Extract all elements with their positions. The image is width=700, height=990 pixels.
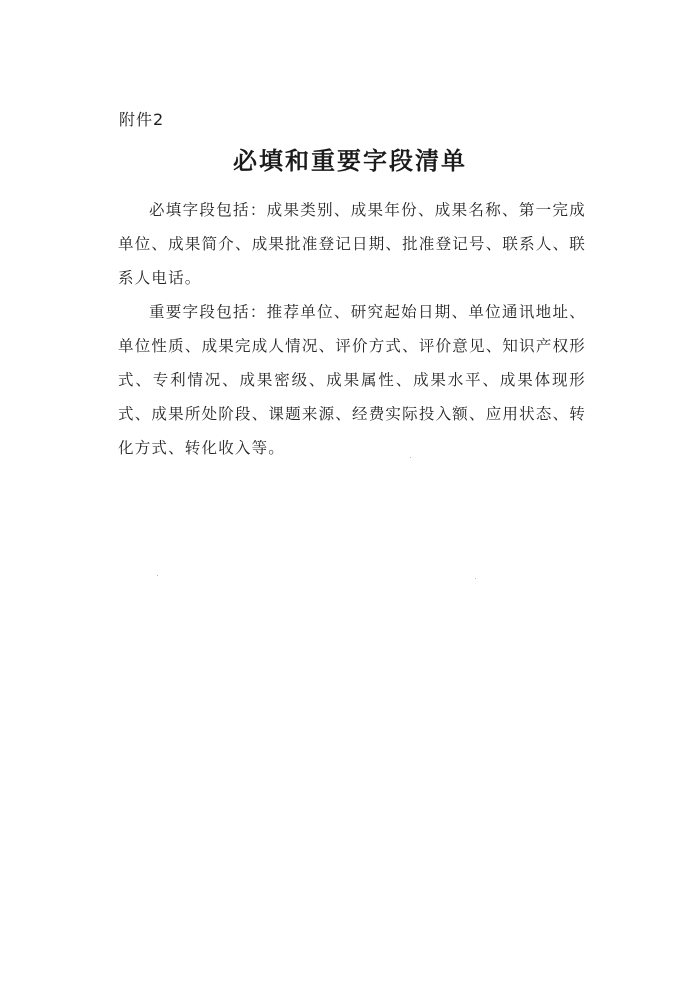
important-fields-paragraph: 重要字段包括：推荐单位、研究起始日期、单位通讯地址、单位性质、成果完成人情况、评价方式、评价意见、知识产权形式、专利情况、成果密级、成果属性、成果水平、成果体现形式、成果所处阶段、课题来源、经费实际投入额、应用状态、转化方式、转化收入等。 bbox=[118, 303, 586, 457]
scan-speck bbox=[475, 578, 476, 579]
scan-speck bbox=[410, 457, 411, 458]
document-body bbox=[118, 193, 586, 465]
attachment-label: 附件2 bbox=[119, 110, 165, 129]
document-title: 必填和重要字段清单 bbox=[233, 146, 467, 175]
scan-speck bbox=[157, 575, 158, 576]
required-fields-paragraph: 必填字段包括：成果类别、成果年份、成果名称、第一完成单位、成果简介、成果批准登记日期、批准登记号、联系人、联系人电话。 bbox=[118, 201, 586, 287]
